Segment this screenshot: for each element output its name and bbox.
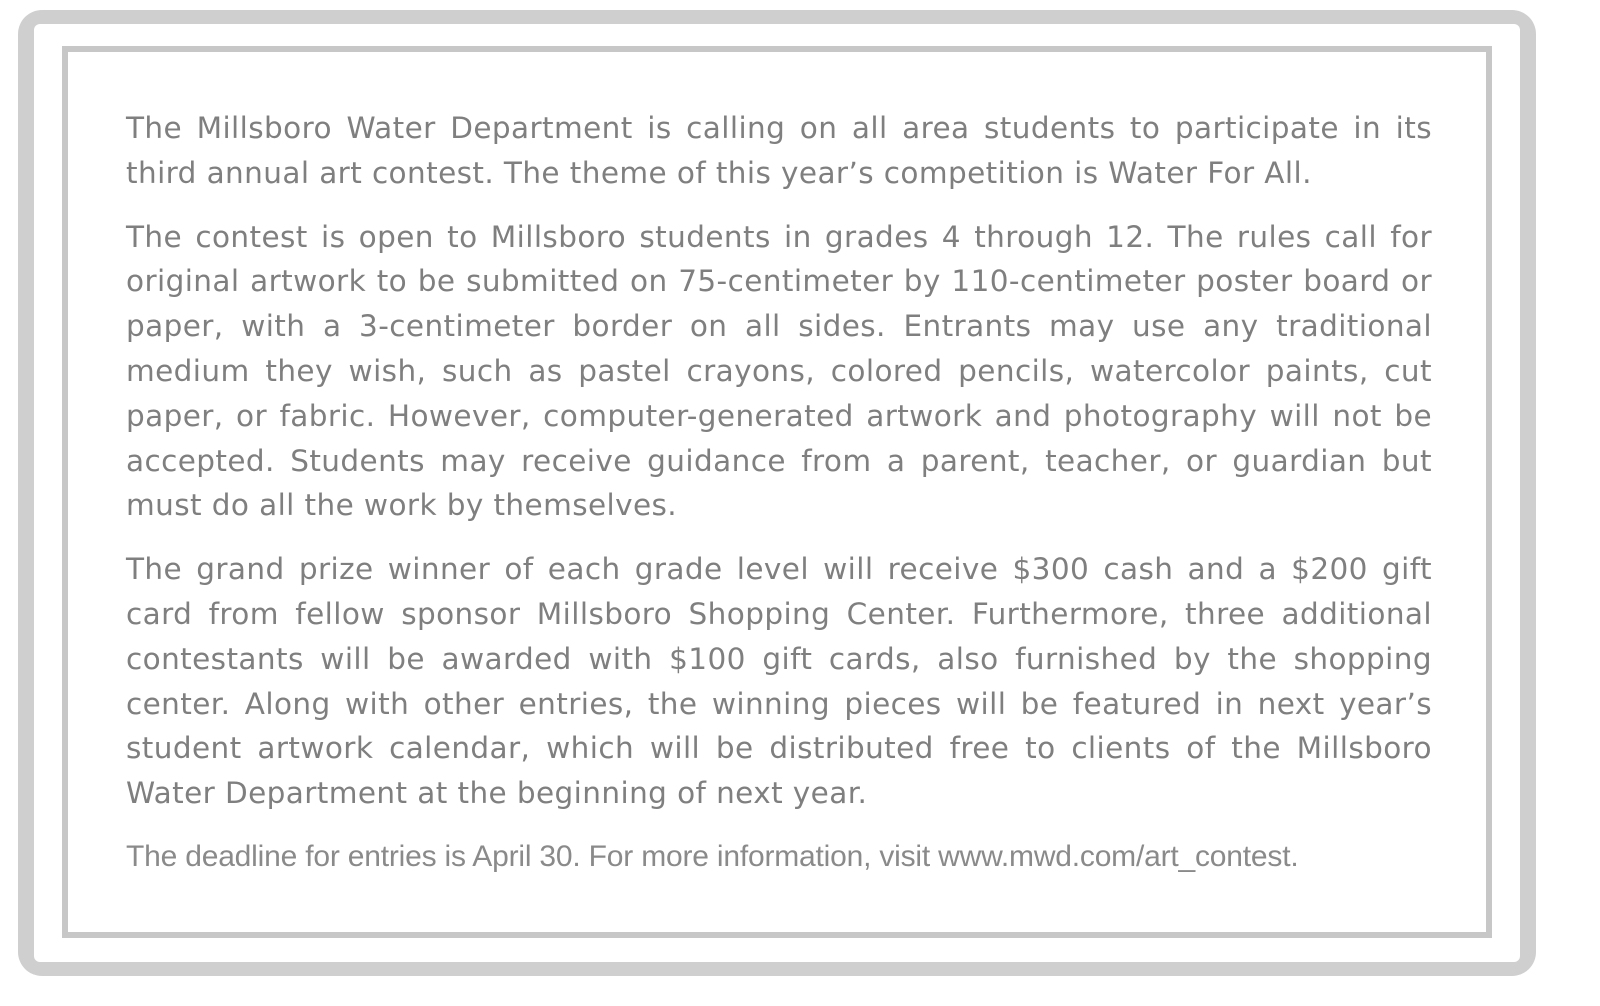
prizes-paragraph: The grand prize winner of each grade level will receive $300 cash and a $200 gift card from fellow sponsor Millsboro Shopping Center. Furthermore, three additional contestants will be awarded with $100 gift cards, also furnished by the shopping center. Along with other entries, the winning pieces will be featured in next year’s student artwork calendar, which will be distributed free to clients of the Millsboro Water Department at the beginning of next year. xyxy=(126,552,1432,811)
deadline-paragraph: The deadline for entries is April 30. For more information, visit www.mwd.com/art_contest. xyxy=(126,839,1299,873)
rules-paragraph: The contest is open to Millsboro students in grades 4 through 12. The rules call for original artwork to be submitted on 75-centimeter by 110-centimeter poster board or paper, with a 3-centimeter border on all sides. Entrants may use any traditional medium they wish, such as pastel crayons, colored pencils, watercolor paints, cut paper, or fabric. However, computer-generated artwork and photography will not be accepted. Students may receive guidance from a parent, teacher, or guardian but must do all the work by themselves. xyxy=(126,219,1432,523)
notice-text xyxy=(126,106,1432,899)
notice-outer-frame xyxy=(18,10,1536,976)
notice-panel xyxy=(62,46,1492,938)
intro-paragraph: The Millsboro Water Department is calling on all area students to participate in its third annual art contest. The theme of this year’s competition is Water For All. xyxy=(126,111,1432,190)
